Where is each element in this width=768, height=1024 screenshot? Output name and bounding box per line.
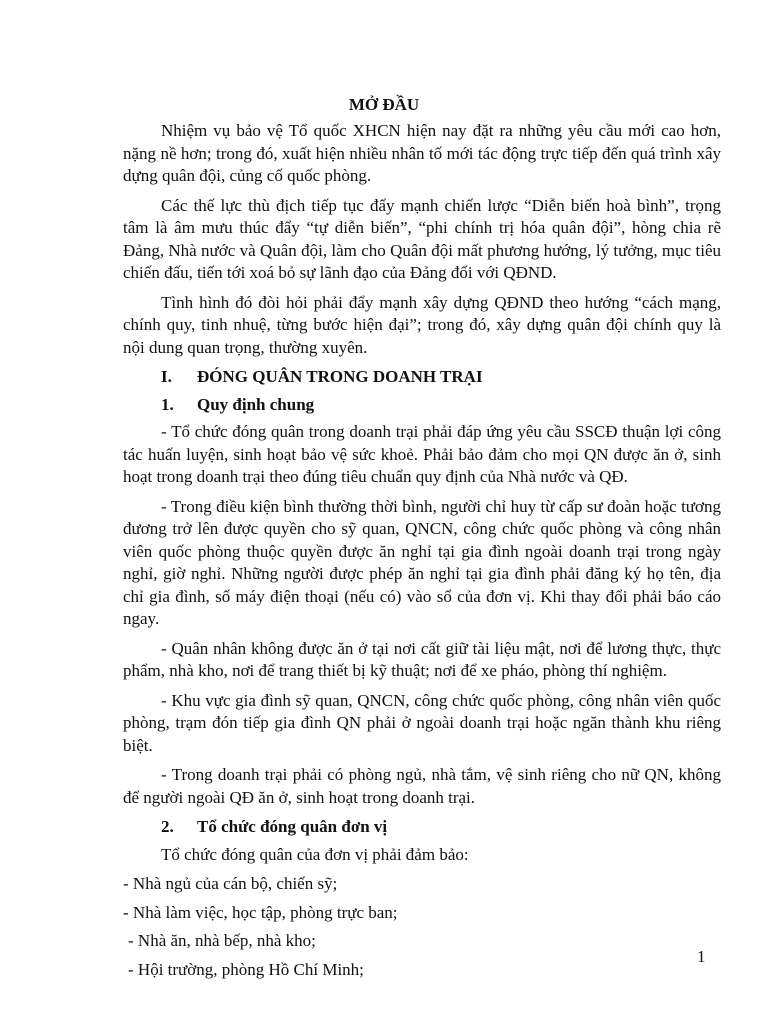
list-item: - Nhà ăn, nhà bếp, nhà kho; [128,931,316,950]
subsection-title: Tổ chức đóng quân đơn vị [197,817,388,836]
intro-paragraph-2: Các thế lực thù địch tiếp tục đẩy mạnh chiến lược “Diễn biến hoà bình”, trọng tâm là âm mưu thúc đẩy “tự diễn biến”, “phi chính trị hóa quân đội”, hòng chia rẽ Đảng, Nhà nước và Quân đội, làm cho Quân đội mất phương hướng, lý tưởng, mục tiêu chiến đấu, tiến tới xoá bỏ sự lãnh đạo của Đảng đối với QĐND. [123,195,721,282]
intro-paragraph-3: Tình hình đó đòi hỏi phải đẩy mạnh xây dựng QĐND theo hướng “cách mạng, chính quy, tinh nhuệ, từng bước hiện đại”; trong đó, xây dựng quân đội chính quy là nội dung quan trọng, thường xuyên. [123,292,721,357]
rule-paragraph-4: - Khu vực gia đình sỹ quan, QNCN, công chức quốc phòng, công nhân viên quốc phòng, trạm đón tiếp gia đình QN phải ở ngoài doanh trại hoặc ngăn thành khu riêng biệt. [123,690,721,755]
intro-paragraph-1: Nhiệm vụ bảo vệ Tổ quốc XHCN hiện nay đặt ra những yêu cầu mới cao hơn, nặng nề hơn; trong đó, xuất hiện nhiều nhân tố mới tác động trực tiếp đến quá trình xây dựng quân đội, củng cố quốc phòng. [123,121,721,185]
page-number: 1 [697,947,706,966]
section-heading-1 [123,366,721,389]
rule-paragraph-3: - Quân nhân không được ăn ở tại nơi cất giữ tài liệu mật, nơi để lương thực, thực phẩm, nhà kho, nơi để trang thiết bị kỹ thuật; nơi để xe pháo, phòng thí nghiệm. [123,638,721,680]
subsection-heading-1 [123,394,721,417]
lead-paragraph: Tổ chức đóng quân của đơn vị phải đảm bảo: [161,844,469,864]
rule-paragraph-1: - Tổ chức đóng quân trong doanh trại phải đáp ứng yêu cầu SSCĐ thuận lợi công tác huấn luyện, sinh hoạt bảo vệ sức khoẻ. Phải bảo đảm cho mọi QN được ăn ở, sinh hoạt trong doanh trại theo đúng tiêu chuẩn quy định của Nhà nước và QĐ. [123,422,721,486]
section-number: I. [161,367,172,386]
list-item: - Nhà ngủ của cán bộ, chiến sỹ; [123,874,338,893]
list-item: - Nhà làm việc, học tập, phòng trực ban; [123,902,398,922]
rule-paragraph-2: - Trong điều kiện bình thường thời bình, người chỉ huy từ cấp sư đoàn hoặc tương đương trở lên được quyền cho sỹ quan, QNCN, công chức quốc phòng và công nhân viên quốc phòng thuộc quyền được ăn nghỉ tại gia đình ngoài doanh trại trong ngày nghỉ, giờ nghỉ. Những người được phép ăn nghỉ tại gia đình phải đăng ký họ tên, địa chỉ gia đình, số máy điện thoại (nếu có) vào sổ của đơn vị. Khi thay đổi phải báo cáo ngay. [123,496,721,628]
subsection-heading-2 [123,816,721,839]
section-title: ĐÓNG QUÂN TRONG DOANH TRẠI [197,367,483,386]
list-item: - Hội trường, phòng Hồ Chí Minh; [128,959,364,979]
subsection-number: 1. [161,394,174,414]
subsection-number: 2. [161,817,174,836]
subsection-title: Quy định chung [197,394,315,414]
document-title: MỞ ĐẦU [348,95,420,114]
document-body [123,120,721,987]
rule-paragraph-5: - Trong doanh trại phải có phòng ngủ, nhà tắm, vệ sinh riêng cho nữ QN, không để người ngoài QĐ ăn ở, sinh hoạt trong doanh trại. [123,765,721,807]
